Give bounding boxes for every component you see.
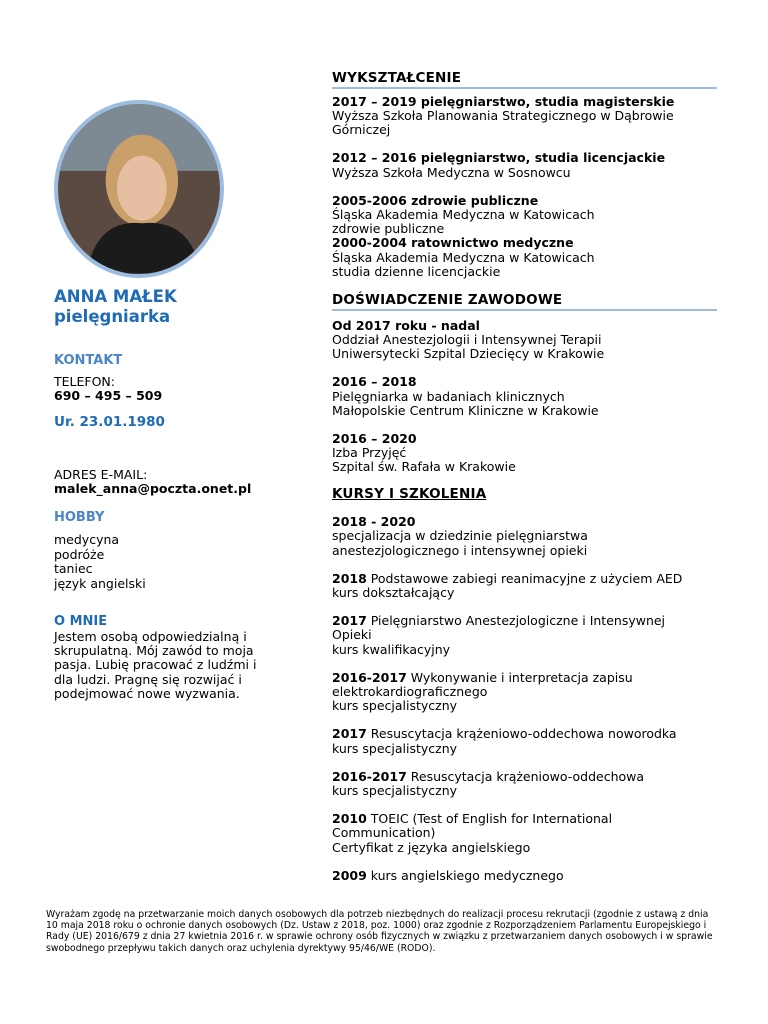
education-item: 2012 – 2016 pielęgniarstwo, studia licencjackie Wyższa Szkoła Medyczna w Sosnowcu [332, 150, 666, 180]
person-name: ANNA MAŁEK [54, 287, 177, 306]
phone-value: 690 – 495 – 509 [54, 388, 163, 403]
about-text: Jestem osobą odpowiedzialną i skrupulatną. Mój zawód to moja pasja. Lubię pracować z ludźmi i dla ludzi. Pragnę się rozwijać i podejmować nowe wyzwania. [54, 629, 257, 701]
gdpr-consent-text: Wyrażam zgodę na przetwarzanie moich danych osobowych dla potrzeb niezbędnych do realizacji procesu rekrutacji (zgodnie z ustawą z dnia 10 maja 2018 roku o ochronie danych osobowych (Dz. Ustaw z 2018, poz. 1000) oraz zgodnie z Rozporządzeniem Parlamentu Europejskiego i Rady (UE) 2016/679 z dnia 27 kwietnia 2016 r. w sprawie ochrony osób fizycznych w związku z przetwarzaniem danych osobowych i w sprawie swobodnego przepływu takich danych oraz uchylenia dyrektywy 95/46/WE (RODO). [46, 909, 713, 954]
email-label: ADRES E-MAIL: [54, 467, 148, 482]
person-name-block [54, 287, 304, 327]
profile-photo [54, 100, 224, 278]
course-item: 2018 - 2020 specjalizacja w dziedzinie pielęgniarstwa anestezjologicznego i intensywnej opieki [332, 514, 588, 558]
hobby-item: język angielski [54, 575, 146, 591]
education-header: WYKSZTAŁCENIE [332, 70, 462, 86]
experience-section [332, 293, 717, 475]
education-item: 2017 – 2019 pielęgniarstwo, studia magisterskie Wyższa Szkoła Planowania Strategicznego w Dąbrowie Górniczej [332, 93, 675, 138]
phone-label: TELEFON: [54, 374, 115, 389]
courses-header: KURSY I SZKOLENIA [332, 486, 487, 502]
course-item: 2017 Pielęgniarstwo Anestezjologiczne i Intensywnej Opieki kurs kwalifikacyjny [332, 613, 666, 657]
birth-date: Ur. 23.01.1980 [54, 414, 165, 430]
email-value: malek_anna@poczta.onet.pl [54, 481, 252, 496]
hobby-item: taniec [54, 561, 93, 576]
course-item: 2010 TOEIC (Test of English for International Communication) Certyfikat z języka angielskiego [332, 811, 613, 855]
course-item: 2016-2017 Wykonywanie i interpretacja zapisu elektrokardiograficznego kurs specjalistyczny [332, 669, 633, 714]
course-item: 2009 kurs angielskiego medycznego [332, 867, 564, 883]
education-section [332, 71, 717, 279]
course-item: 2016-2017 Resuscytacja krążeniowo-oddechowa kurs specjalistyczny [332, 768, 645, 799]
experience-header: DOŚWIADCZENIE ZAWODOWE [332, 292, 563, 308]
experience-item: Od 2017 roku - nadal Oddział Anestezjologii i Intensywnej Terapii Uniwersytecki Szpital Dziecięcy w Krakowie [332, 317, 605, 362]
courses-section [332, 487, 717, 883]
hobby-item: medycyna [54, 532, 120, 547]
education-item: 2005-2006 zdrowie publiczne Śląska Akademia Medyczna w Katowicach zdrowie publiczne [332, 192, 595, 237]
course-item: 2017 Resuscytacja krążeniowo-oddechowa noworodka kurs specjalistyczny [332, 726, 677, 756]
about-header: O MNIE [54, 614, 108, 629]
hobby-header: HOBBY [54, 510, 105, 525]
portrait-photo-icon [58, 104, 220, 274]
contact-header: KONTAKT [54, 353, 123, 368]
education-item: 2000-2004 ratownictwo medyczne Śląska Akademia Medyczna w Katowicach studia dzienne licencjackie [332, 235, 595, 279]
hobby-item: podróże [54, 546, 105, 562]
person-job-title: pielęgniarka [54, 307, 171, 326]
experience-item: 2016 – 2020 Izba Przyjęć Szpital św. Rafała w Krakowie [332, 430, 516, 475]
course-item: 2018 Podstawowe zabiegi reanimacyjne z użyciem AED kurs dokształcający [332, 570, 683, 601]
hobby-list [54, 533, 146, 591]
experience-item: 2016 – 2018 Pielęgniarka w badaniach klinicznych Małopolskie Centrum Kliniczne w Krakowie [332, 374, 599, 418]
